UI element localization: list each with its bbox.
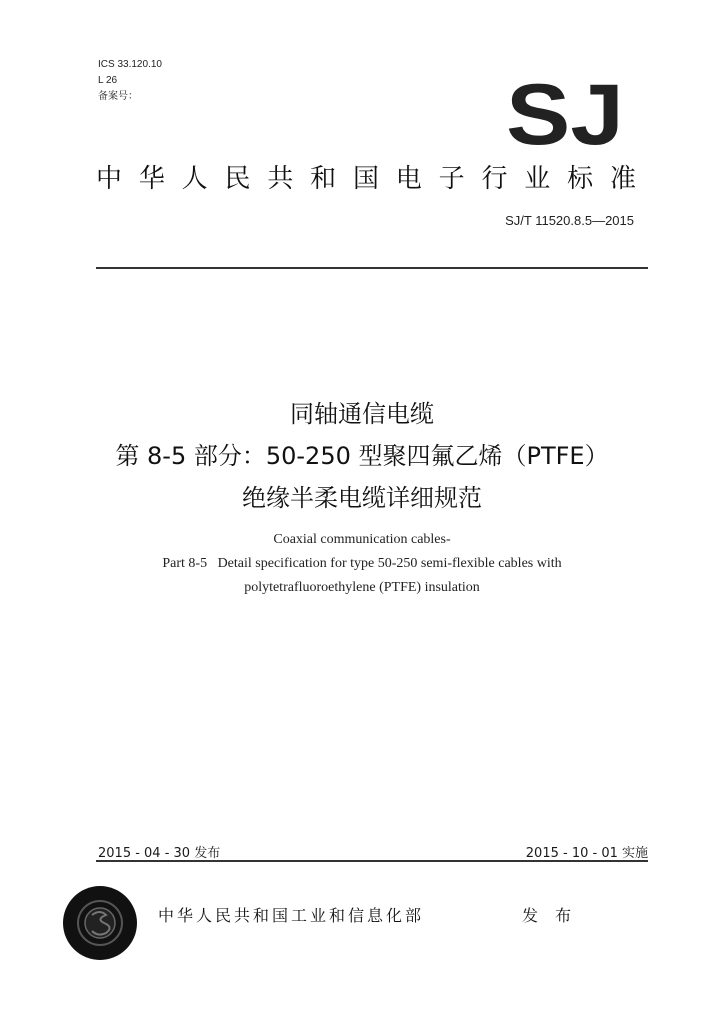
standard-title-char: 子 — [438, 164, 465, 194]
standard-title-char: 和 — [310, 164, 337, 194]
standard-title-char: 民 — [224, 164, 251, 194]
standard-title-char: 业 — [524, 164, 551, 194]
standard-title-char: 人 — [181, 164, 208, 194]
issuing-authority: 中华人民共和国工业和信息化部 — [158, 906, 425, 925]
implementation-date: 2015 - 10 - 01 实施 — [525, 846, 648, 861]
sj-logo-text: SJ — [506, 78, 624, 148]
standard-title-char: 国 — [352, 164, 379, 194]
standard-category-title — [96, 158, 636, 195]
ics-code: ICS 33.120.10 — [98, 59, 162, 70]
cn-title-line-1: 同轴通信电缆 — [290, 400, 434, 428]
record-number-label: 备案号： — [98, 91, 138, 102]
cn-title-line-3: 绝缘半柔电缆详细规范 — [242, 484, 482, 512]
standard-title-char: 行 — [481, 164, 508, 194]
standard-title-char: 电 — [395, 164, 422, 194]
classification-code: L 26 — [98, 75, 118, 86]
standard-title-char: 共 — [267, 164, 294, 194]
top-divider — [96, 267, 648, 269]
en-title-line-2: Part 8-5 Detail specification for type 50-250 semi-flexible cables with — [162, 556, 562, 571]
standard-title-char: 中 — [96, 164, 123, 194]
ministry-seal-icon — [62, 885, 138, 961]
en-title-line-1: Coaxial communication cables- — [273, 532, 451, 547]
standard-title-char: 标 — [567, 164, 594, 194]
bottom-divider — [96, 860, 648, 862]
standard-title-char: 华 — [138, 164, 165, 194]
en-title-line-3: polytetrafluoroethylene (PTFE) insulation — [244, 580, 480, 595]
issue-label: 发 布 — [522, 906, 578, 925]
standard-title-char: 准 — [609, 164, 636, 194]
sj-logo — [506, 78, 624, 148]
issue-date: 2015 - 04 - 30 发布 — [98, 846, 221, 861]
standard-number: SJ/T 11520.8.5—2015 — [505, 213, 634, 228]
cn-title-line-2: 第 8-5 部分：50-250 型聚四氟乙烯（PTFE） — [115, 442, 609, 470]
